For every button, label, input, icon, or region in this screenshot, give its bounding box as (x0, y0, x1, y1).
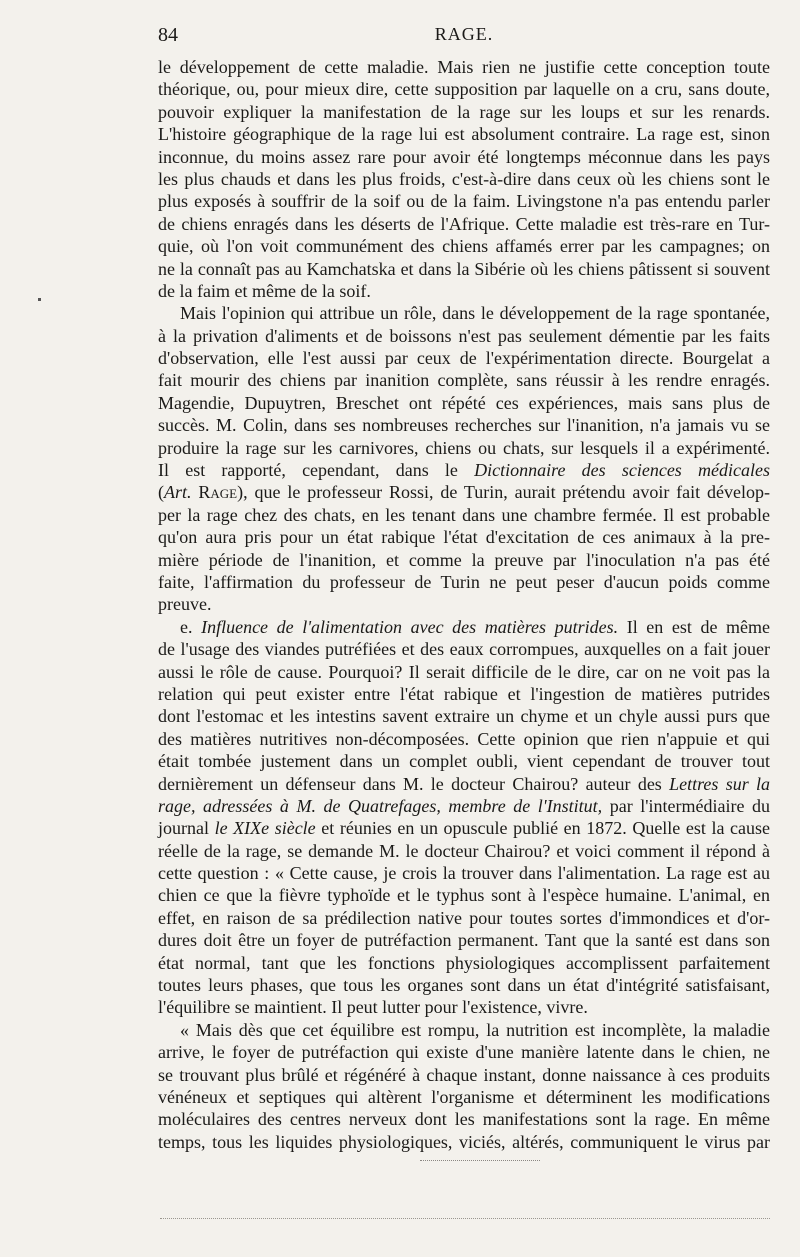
margin-mark (38, 298, 41, 301)
text-line: inconnue, du moins assez rare pour avoir été longtemps méconnue dans les pays (158, 146, 770, 167)
text-line: dures doit être un foyer de putréfaction permanent. Tant que la santé est dans son (158, 930, 770, 951)
text-segment: e. (180, 616, 202, 637)
text-line: aussi le rôle de cause. Pourquoi? Il serait difficile de le dire, car on ne voit pas la (158, 661, 770, 682)
text-line: produire la rage sur les carnivores, chiens ou chats, sur lesquels il a expérimenté. (158, 437, 770, 458)
text-line: théorique, ou, pour mieux dire, cette supposition par laquelle on a cru, sans doute, (158, 79, 770, 100)
text-line: qu'on aura pris pour un état rabique l'état d'excitation de ces animaux à la pre- (158, 527, 770, 548)
text-line: effet, en raison de sa prédilection native pour toutes sortes d'immondices et d'or- (158, 907, 770, 928)
text-segment: Il est rapporté, cependant, dans le (158, 460, 475, 481)
text-line (158, 817, 770, 839)
text-line (158, 616, 770, 638)
text-line: était tombée justement dans un complet oubli, vient cependant de trouver tout (158, 751, 770, 772)
italic-title: le XIXe siècle (214, 818, 316, 839)
section-heading-italic: Influence de l'alimentation avec des matières putrides. (201, 616, 619, 637)
text-line (158, 481, 770, 503)
text-line: plus exposés à souffrir de la soif ou de la faim. Livingstone n'a pas entendu parler (158, 191, 770, 212)
text-line: Mais l'opinion qui attribue un rôle, dans le développement de la rage spontanée, (180, 303, 770, 324)
page-header (158, 24, 770, 52)
text-line: cette question : « Cette cause, je crois la trouver dans l'alimentation. La rage est au (158, 863, 770, 884)
text-line: chien ce que la fièvre typhoïde et le typhus sont à l'espèce humaine. L'animal, en (158, 885, 770, 906)
text-line: moléculaires des centres nerveux dont les manifestations sont la rage. En même (158, 1109, 770, 1130)
text-line: d'observation, elle l'est aussi par ceux de l'expérimentation directe. Bourgelat a (158, 348, 770, 369)
text-line: Magendie, Dupuytren, Breschet ont répété ces expériences, mais sans plus de (158, 392, 770, 413)
italic-title: rage, adressées à M. de Quatrefages, membre de l'Institut, (158, 795, 603, 816)
text-line: arrive, le foyer de putréfaction qui existe d'une manière latente dans le chien, ne (158, 1042, 770, 1063)
text-line: « Mais dès que cet équilibre est rompu, la nutrition est incomplète, la maladie (180, 1019, 770, 1040)
text-line: temps, tous les liquides physiologiques, viciés, altérés, communiquent le virus par (158, 1131, 770, 1152)
text-line: se trouvant plus brûlé et régénéré à chaque instant, donne naissance à ces produits (158, 1064, 770, 1085)
running-head: RAGE. (434, 24, 494, 44)
text-line: réelle de la rage, se demande M. le docteur Chairou? et voici comment il répond à (158, 840, 770, 861)
text-line (158, 773, 770, 795)
text-line: relation qui peut exister entre l'état rabique et l'ingestion de matières putrides (158, 683, 770, 704)
text-line: de chiens enragés dans les déserts de l'Afrique. Cette maladie est très-rare en Tur- (158, 213, 770, 234)
text-line (158, 459, 770, 481)
italic-abbrev: Art. (164, 482, 192, 503)
text-line: ne la connaît pas au Kamchatska et dans la Sibérie où les chiens pâtissent si souvent (158, 258, 770, 279)
text-line: vénéneux et septiques qui altèrent l'organisme et déterminent les modifications (158, 1086, 770, 1107)
text-line: succès. M. Colin, dans ses nombreuses recherches sur l'inanition, n'a jamais vu se (158, 415, 770, 436)
text-line: faite, l'affirmation du professeur de Turin ne peut peser d'aucun poids comme (158, 571, 770, 592)
text-line: toutes leurs phases, que tous les organes sont dans un état d'intégrité satisfaisant, (158, 975, 770, 996)
text-line (158, 795, 770, 817)
text-line: l'équilibre se maintient. Il peut lutter pour l'existence, vivre. (158, 997, 588, 1018)
text-segment: ( (158, 482, 164, 503)
text-line: dont l'estomac et les intestins savent extraire un chyme et un chyle aussi purs que (158, 706, 770, 727)
text-segment: par l'intermédiaire du (602, 795, 770, 816)
text-segment: et réunies en un opuscule publié en 1872. Quelle est la cause (315, 818, 770, 839)
text-line: état normal, tant que les fonctions physiologiques accomplissent parfaitement (158, 952, 770, 973)
text-segment: journal (158, 818, 215, 839)
text-line: des matières nutritives non-décomposées. Cette opinion que rien n'appuie et qui (158, 728, 770, 749)
text-line: per la rage chez des chats, en les tenant dans une chambre fermée. Il est probable (158, 504, 770, 525)
text-segment: ), que le professeur Rossi, de Turin, aurait prétendu avoir fait dévelop- (237, 482, 771, 503)
small-caps-term: Rage (198, 482, 238, 503)
text-segment: dernièrement un défenseur dans M. le docteur Chairou? auteur des (158, 773, 670, 794)
text-line: quie, où l'on voit communément des chiens affamés errer par les campagnes; on (158, 236, 770, 257)
text-line: à la privation d'aliments et de boissons n'est pas seulement démentie par les faits (158, 325, 770, 346)
italic-title: Lettres sur la (669, 773, 770, 794)
text-segment: Il en est de même (618, 616, 770, 637)
italic-title: Dictionnaire des sciences médicales (474, 460, 770, 481)
body-text (158, 56, 770, 1153)
text-line: de la faim et même de la soif. (158, 280, 371, 301)
text-line: pouvoir expliquer la manifestation de la rage sur les loups et sur les renards. (158, 101, 770, 122)
scan-smudge (420, 1160, 540, 1167)
text-line: les plus chauds et dans les plus froids, c'est-à-dire dans ceux où les chiens sont le (158, 168, 770, 189)
text-line: mière période de l'inanition, et comme la preuve par l'inoculation n'a pas été (158, 549, 770, 570)
text-line: L'histoire géographique de la rage lui est absolument contraire. La rage est, sinon (158, 124, 770, 145)
text-line: preuve. (158, 594, 212, 615)
text-line: de l'usage des viandes putréfiées et des eaux corrompues, auxquelles on a fait jouer (158, 639, 770, 660)
scan-footer-noise (160, 1218, 770, 1223)
text-line: fait mourir des chiens par inanition complète, sans réussir à les rendre enragés. (158, 370, 770, 391)
page-number: 84 (158, 24, 178, 46)
text-line: le développement de cette maladie. Mais rien ne justifie cette conception toute (158, 57, 770, 77)
